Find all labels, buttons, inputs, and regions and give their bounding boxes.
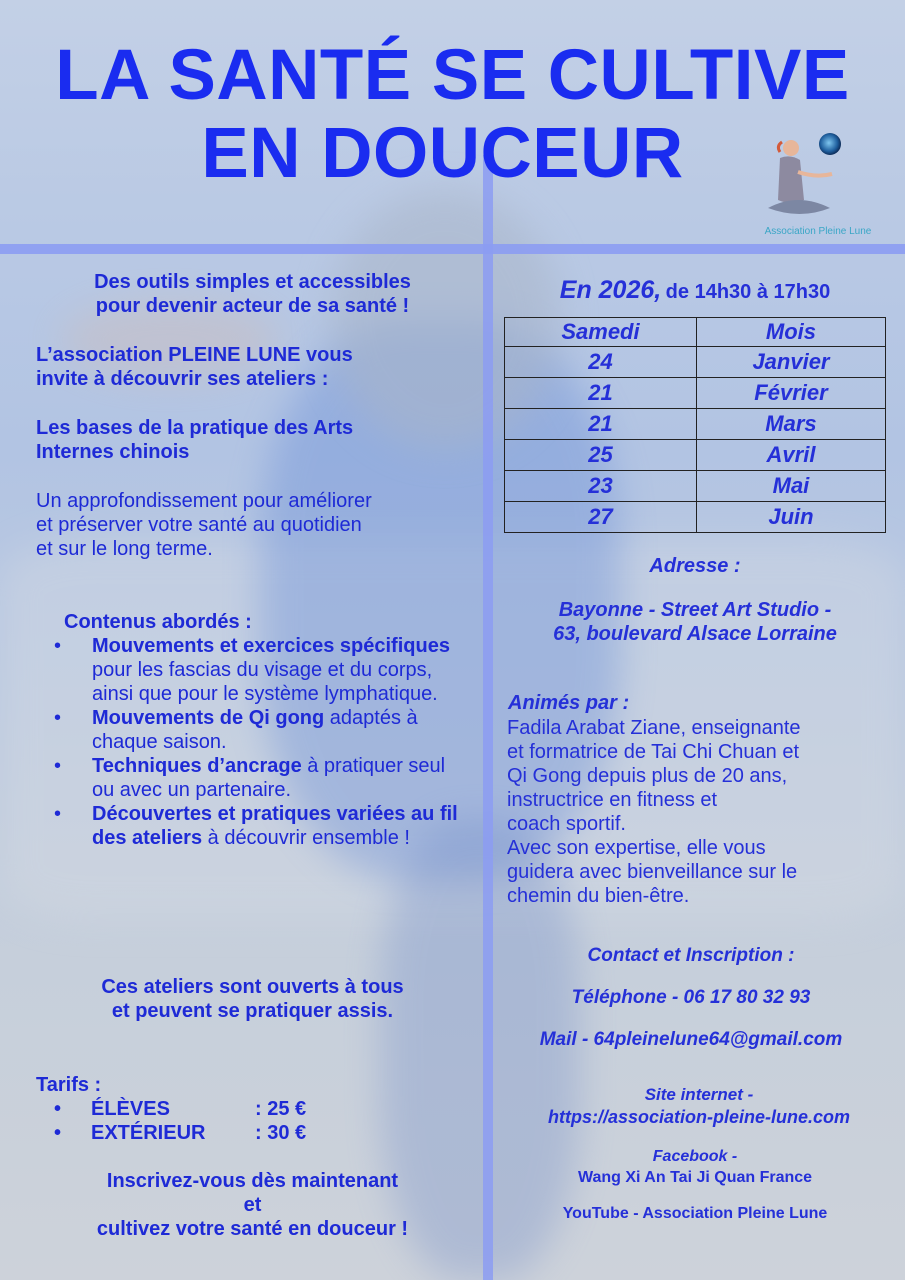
cta-line1: Inscrivez-vous dès maintenant	[106, 1170, 399, 1192]
bullet-icon: •	[54, 803, 62, 825]
youtube-link[interactable]: YouTube - Association Pleine Lune	[562, 1205, 828, 1222]
animes-line: instructrice en fitness et	[507, 789, 718, 811]
list-item	[38, 634, 468, 706]
telephone-link[interactable]: Téléphone - 06 17 80 32 93	[571, 987, 811, 1008]
table-row	[505, 471, 886, 502]
invite-line2: invite à découvrir ses ateliers :	[36, 368, 329, 390]
horizontal-divider	[0, 244, 905, 254]
facebook-link[interactable]: Wang Xi An Tai Ji Quan France	[577, 1169, 813, 1186]
address-heading: Adresse :	[649, 555, 741, 577]
bullet-icon: •	[54, 635, 62, 657]
vertical-divider	[483, 155, 493, 1280]
tarif-label: EXTÉRIEUR	[91, 1122, 206, 1144]
bullet-text: adaptés à chaque saison.	[92, 707, 418, 753]
animes-line: et formatrice de Tai Chi Chuan et	[507, 741, 800, 763]
list-item	[38, 706, 468, 754]
day-cell: 25	[505, 440, 697, 471]
intro-line1: Des outils simples et accessibles	[94, 271, 411, 293]
table-row	[505, 409, 886, 440]
schedule-heading	[500, 276, 890, 305]
day-cell: 23	[505, 471, 697, 502]
open-block	[30, 975, 475, 1023]
invite-block	[36, 343, 476, 391]
hours-label: de 14h30 à 17h30	[665, 281, 831, 303]
tarif-row	[54, 1097, 374, 1121]
month-cell: Février	[696, 378, 885, 409]
column-header-mois: Mois	[696, 318, 885, 347]
table-row	[505, 440, 886, 471]
cta-line3: cultivez votre santé en douceur !	[96, 1218, 409, 1240]
tarif-price: : 25 €	[255, 1098, 307, 1120]
address-line2: 63, boulevard Alsace Lorraine	[553, 623, 837, 645]
animes-line: guidera avec bienveillance sur le	[507, 861, 798, 883]
facebook-block	[500, 1146, 890, 1188]
address-line1: Bayonne - Street Art Studio -	[558, 599, 832, 621]
approf-line2: et préserver votre santé au quotidien	[36, 514, 362, 536]
tarifs-list	[54, 1097, 374, 1145]
bullet-bold: Techniques d’ancrage	[92, 755, 302, 777]
bullet-text: pour les fascias du visage et du corps, ainsi que pour le système lymphatique.	[92, 659, 438, 705]
table-row	[505, 502, 886, 533]
table-row	[505, 378, 886, 409]
month-cell: Janvier	[696, 347, 885, 378]
tarif-row	[54, 1121, 374, 1145]
cta-block	[30, 1169, 475, 1241]
month-cell: Avril	[696, 440, 885, 471]
moon-icon	[819, 133, 841, 155]
animes-line: chemin du bien-être.	[507, 885, 690, 907]
bases-line2: Internes chinois	[36, 441, 190, 463]
open-line1: Ces ateliers sont ouverts à tous	[101, 976, 404, 998]
page-title-line1: LA SANTÉ SE CULTIVE	[55, 36, 850, 115]
tarif-label: ÉLÈVES	[91, 1098, 170, 1120]
approf-line1: Un approfondissement pour améliorer	[36, 490, 372, 512]
bullet-bold: Découvertes et pratiques variées au fil des ateliers	[92, 803, 458, 849]
facebook-label: Facebook -	[652, 1148, 738, 1165]
bullet-icon: •	[54, 1122, 62, 1144]
contenus-list	[38, 634, 468, 850]
open-line2: et peuvent se pratiquer assis.	[111, 1000, 394, 1022]
table-row	[505, 347, 886, 378]
schedule-table	[504, 317, 886, 533]
day-cell: 21	[505, 378, 697, 409]
month-cell: Juin	[696, 502, 885, 533]
table-header-row	[505, 318, 886, 347]
pleine-lune-logo	[758, 128, 878, 240]
list-item	[38, 802, 468, 850]
day-cell: 24	[505, 347, 697, 378]
list-item	[38, 754, 468, 802]
address-block	[500, 598, 890, 646]
bullet-icon: •	[54, 707, 62, 729]
contact-heading: Contact et Inscription :	[587, 945, 795, 966]
bullet-bold: Mouvements de Qi gong	[92, 707, 325, 729]
page-title-line2: EN DOUCEUR	[201, 114, 684, 193]
animes-line: coach sportif.	[507, 813, 626, 835]
column-header-samedi: Samedi	[505, 318, 697, 347]
bullet-icon: •	[54, 755, 62, 777]
day-cell: 27	[505, 502, 697, 533]
animes-heading: Animés par :	[508, 692, 630, 714]
tarif-price: : 30 €	[255, 1122, 307, 1144]
animes-block	[507, 716, 897, 908]
invite-line1: L’association PLEINE LUNE vous	[36, 344, 353, 366]
approf-line3: et sur le long terme.	[36, 538, 213, 560]
site-label: Site internet -	[644, 1085, 754, 1104]
bases-block	[36, 416, 476, 464]
intro-block	[30, 270, 475, 318]
year-label: En 2026,	[559, 276, 662, 304]
bullet-text: à découvrir ensemble !	[202, 827, 410, 849]
site-link[interactable]: https://association-pleine-lune.com	[547, 1107, 851, 1127]
animes-line: Fadila Arabat Ziane, enseignante	[507, 717, 801, 739]
day-cell: 21	[505, 409, 697, 440]
intro-line2: pour devenir acteur de sa santé !	[95, 295, 410, 317]
month-cell: Mai	[696, 471, 885, 502]
cta-line2: et	[243, 1194, 262, 1216]
mail-link[interactable]: Mail - 64pleinelune64@gmail.com	[539, 1029, 843, 1050]
approf-block	[36, 489, 476, 561]
bullet-bold: Mouvements et exercices spécifiques	[92, 635, 450, 657]
logo-caption: Association Pleine Lune	[764, 226, 872, 237]
contenus-heading: Contenus abordés :	[64, 611, 252, 633]
animes-line: Qi Gong depuis plus de 20 ans,	[507, 765, 788, 787]
site-block	[500, 1084, 898, 1128]
bullet-text: à pratiquer seul ou avec un partenaire.	[92, 755, 446, 801]
bullet-icon: •	[54, 1098, 62, 1120]
animes-line: Avec son expertise, elle vous	[507, 837, 766, 859]
bases-line1: Les bases de la pratique des Arts	[36, 417, 354, 439]
tarifs-heading: Tarifs :	[36, 1074, 102, 1096]
month-cell: Mars	[696, 409, 885, 440]
